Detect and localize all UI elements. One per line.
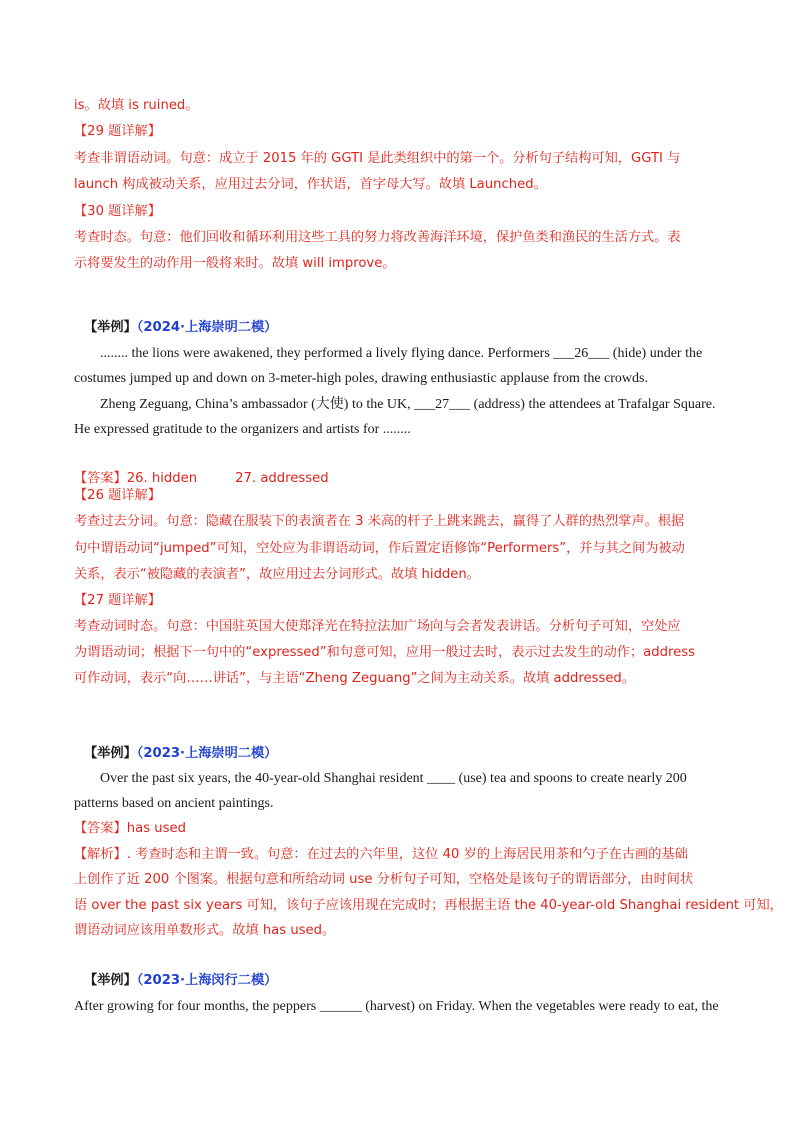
example-label: 【举例】 (84, 973, 137, 988)
passage-line: costumes jumped up and down on 3-meter-high poles, drawing enthusiastic applause from the crowds. (74, 371, 648, 386)
explanation-30-line1: 考查时态。句意：他们回收和循环利用这些工具的努力将改善海洋环境，保护鱼类和渔民的生活方式。表 (74, 230, 681, 245)
explanation-26-line3: 关系，表示“被隐藏的表演者”，故应用过去分词形式。故填 hidden。 (74, 567, 480, 582)
explanation-29-line1: 考查非谓语动词。句意：成立于 2015 年的 GGTI 是此类组织中的第一个。分析句子结构可知，GGTI 与 (74, 151, 681, 166)
passage-line: ........ the lions were awakened, they performed a lively flying dance. Performers ___26___ (hide) under the (100, 346, 703, 361)
explanation-26-line1: 考查过去分词。句意：隐藏在服装下的表演者在 3 米高的杆子上跳来跳去，赢得了人群的热烈掌声。根据 (74, 514, 685, 529)
answer-27: 27. addressed (235, 471, 329, 486)
answer-line (74, 819, 734, 839)
passage-line: Zheng Zeguang, China’s ambassador (大使) to the UK, ___27___ (address) the attendees at Trafalgar Square. (100, 397, 716, 412)
heading-30: 【30 题详解】 (74, 204, 161, 219)
answer-line: is。故填 is ruined。 (74, 98, 199, 113)
analysis-label: 【解析】 (74, 847, 127, 862)
passage-line: Over the past six years, the 40-year-old Shanghai resident ____ (use) tea and spoons to create nearly 200 (100, 771, 687, 786)
passage-line: He expressed gratitude to the organizers and artists for ........ (74, 422, 411, 437)
heading-27: 【27 题详解】 (74, 593, 161, 608)
heading-29: 【29 题详解】 (74, 124, 161, 139)
passage-line: After growing for four months, the peppers ______ (harvest) on Friday. When the vegetables were ready to eat, the (74, 999, 719, 1014)
example-heading (84, 971, 744, 991)
analysis-line2: 上创作了近 200 个图案。根据句意和所给动词 use 分析句子可知，空格处是该句子的谓语部分，由时间状 (74, 872, 694, 887)
explanation-29-line2: launch 构成被动关系，应用过去分词，作状语，首字母大写。故填 Launched。 (74, 177, 547, 192)
example-label: 【举例】 (84, 320, 137, 335)
example-heading (84, 744, 744, 764)
answer-value: has used (126, 821, 186, 836)
explanation-27-line2: 为谓语动词；根据下一句中的“expressed”和句意可知，应用一般过去时，表示过去发生的动作；address (74, 645, 695, 660)
example-source: （2023·上海闵行二模） (136, 973, 278, 988)
example-source: （2023·上海崇明二模） (136, 746, 278, 761)
passage-line: patterns based on ancient paintings. (74, 796, 274, 811)
explanation-27-line1: 考查动词时态。句意：中国驻英国大使郑泽光在特拉法加广场向与会者发表讲话。分析句子可知，空处应 (74, 619, 681, 634)
analysis-line3: 语 over the past six years 可知，该句子应该用现在完成时；再根据主语 the 40-year-old Shanghai resident 可知， (74, 898, 783, 913)
example-label: 【举例】 (84, 746, 137, 761)
example-source: （2024·上海崇明二模） (136, 320, 278, 335)
answer-26: 26. hidden (126, 471, 198, 486)
answer-label: 【答案】 (74, 471, 127, 486)
analysis-line4: 谓语动词应该用单数形式。故填 has used。 (74, 923, 336, 938)
explanation-26-line2: 句中谓语动词“jumped”可知，空处应为非谓语动词，作后置定语修饰“Performers”，并与其之间为被动 (74, 541, 685, 556)
heading-26: 【26 题详解】 (74, 488, 161, 503)
answer-label: 【答案】 (74, 821, 127, 836)
example-heading (84, 318, 744, 338)
explanation-30-line2: 示将要发生的动作用一般将来时。故填 will improve。 (74, 256, 396, 271)
explanation-27-line3: 可作动词，表示“向……讲话”，与主语“Zheng Zeguang”之间为主动关系。故填 addressed。 (74, 671, 635, 686)
analysis-line1 (74, 845, 734, 865)
analysis-text: . 考查时态和主谓一致。句意：在过去的六年里，这位 40 岁的上海居民用茶和勺子在古画的基础 (126, 847, 688, 862)
